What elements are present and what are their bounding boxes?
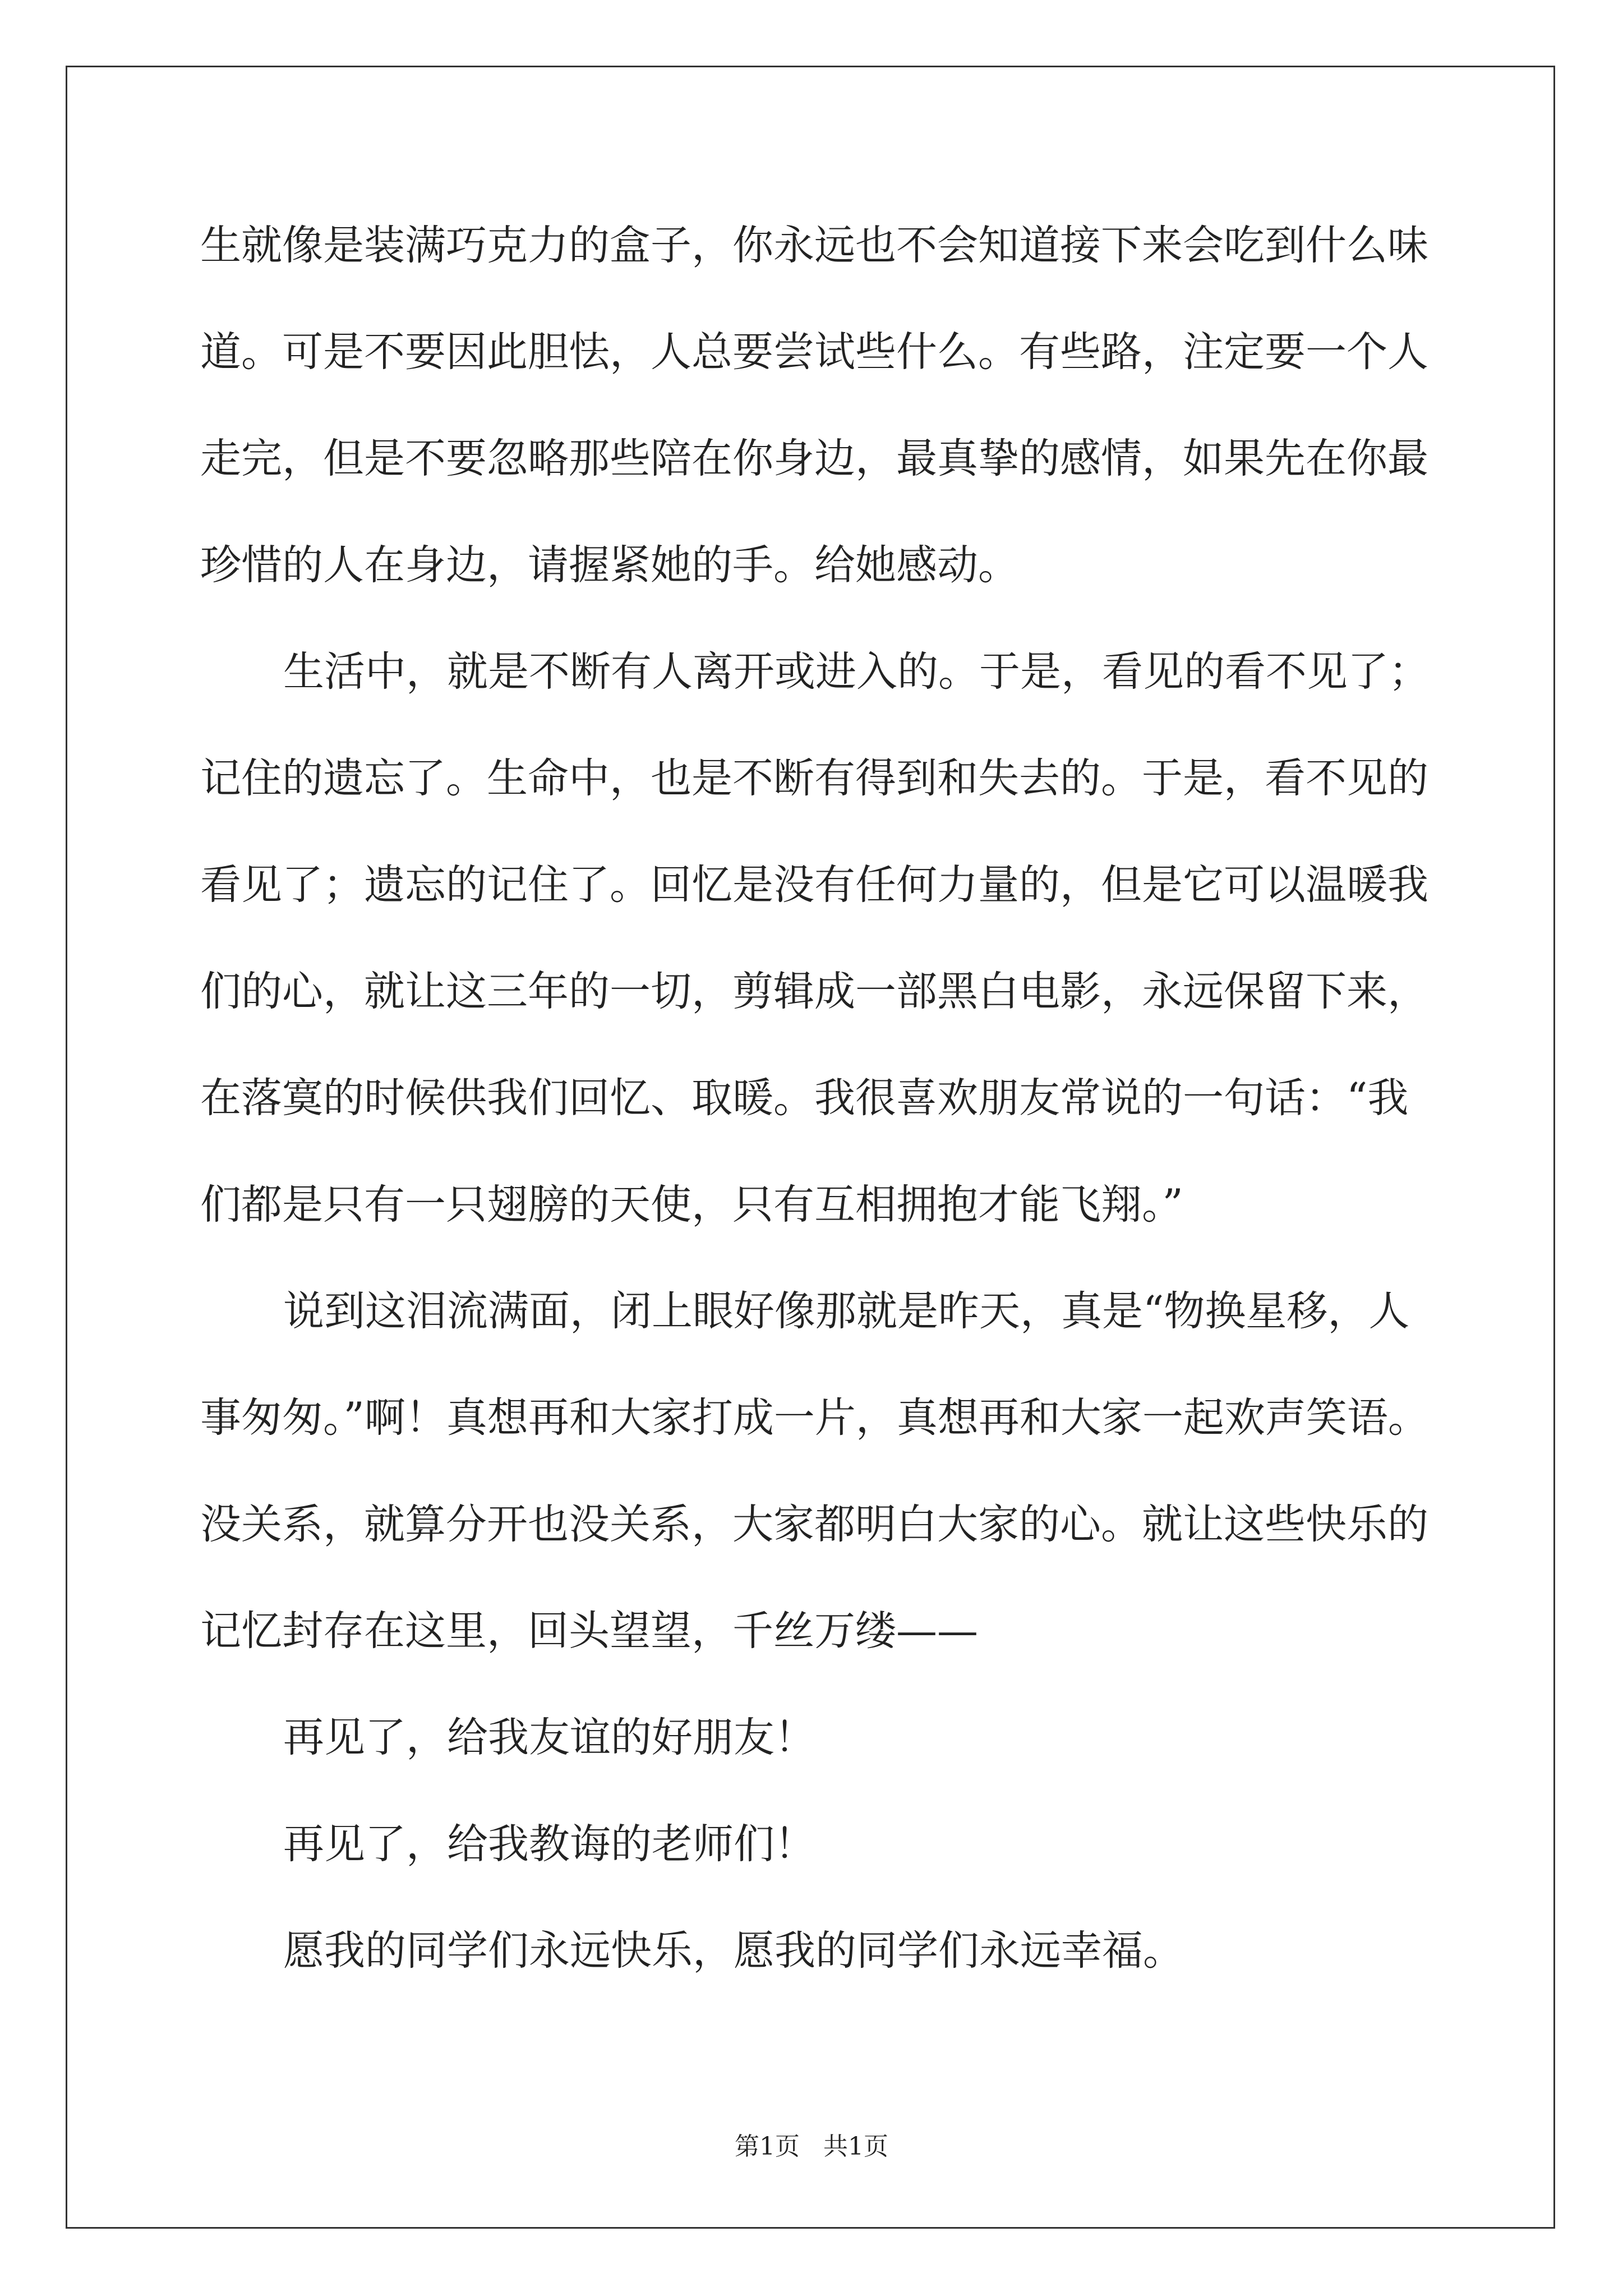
text-line: 走完，但是不要忽略那些陪在你身边，最真挚的感情，如果先在你最 [200, 435, 1428, 482]
paragraph-start-line: 再见了，给我教诲的老师们！ [283, 1820, 815, 1868]
text-line: 珍惜的人在身边，请握紧她的手。给她感动。 [200, 541, 1019, 589]
paragraph-start-line: 愿我的同学们永远快乐，愿我的同学们永远幸福。 [283, 1927, 1184, 1975]
text-line: 看见了；遗忘的记住了。回忆是没有任何力量的，但是它可以温暖我 [200, 861, 1428, 909]
text-line: 没关系，就算分开也没关系，大家都明白大家的心。就让这些快乐的 [200, 1501, 1428, 1548]
page-number-footer: 第1页 共1页 [735, 2132, 888, 2161]
text-line: 记忆封存在这里，回头望望，千丝万缕—— [200, 1607, 978, 1655]
paragraph-start-line: 说到这泪流满面，闭上眼好像那就是昨天，真是“物换星移，人 [283, 1287, 1410, 1335]
text-line: 事匆匆。”啊！真想再和大家打成一片，真想再和大家一起欢声笑语。 [200, 1394, 1429, 1442]
text-line: 们的心，就让这三年的一切，剪辑成一部黑白电影，永远保留下来， [200, 968, 1428, 1015]
text-line: 记住的遗忘了。生命中，也是不断有得到和失去的。于是，看不见的 [200, 754, 1428, 802]
text-line: 道。可是不要因此胆怯，人总要尝试些什么。有些路，注定要一个人 [200, 328, 1428, 376]
paragraph-start-line: 生活中，就是不断有人离开或进入的。于是，看见的看不见了； [283, 648, 1430, 696]
text-line: 在落寞的时候供我们回忆、取暖。我很喜欢朋友常说的一句话：“我 [200, 1074, 1409, 1122]
paragraph-start-line: 再见了，给我友谊的好朋友！ [283, 1714, 815, 1761]
text-line: 们都是只有一只翅膀的天使，只有互相拥抱才能飞翔。” [200, 1181, 1183, 1228]
page-border [66, 66, 1555, 2229]
text-line: 生就像是装满巧克力的盒子，你永远也不会知道接下来会吃到什么味 [200, 222, 1428, 269]
